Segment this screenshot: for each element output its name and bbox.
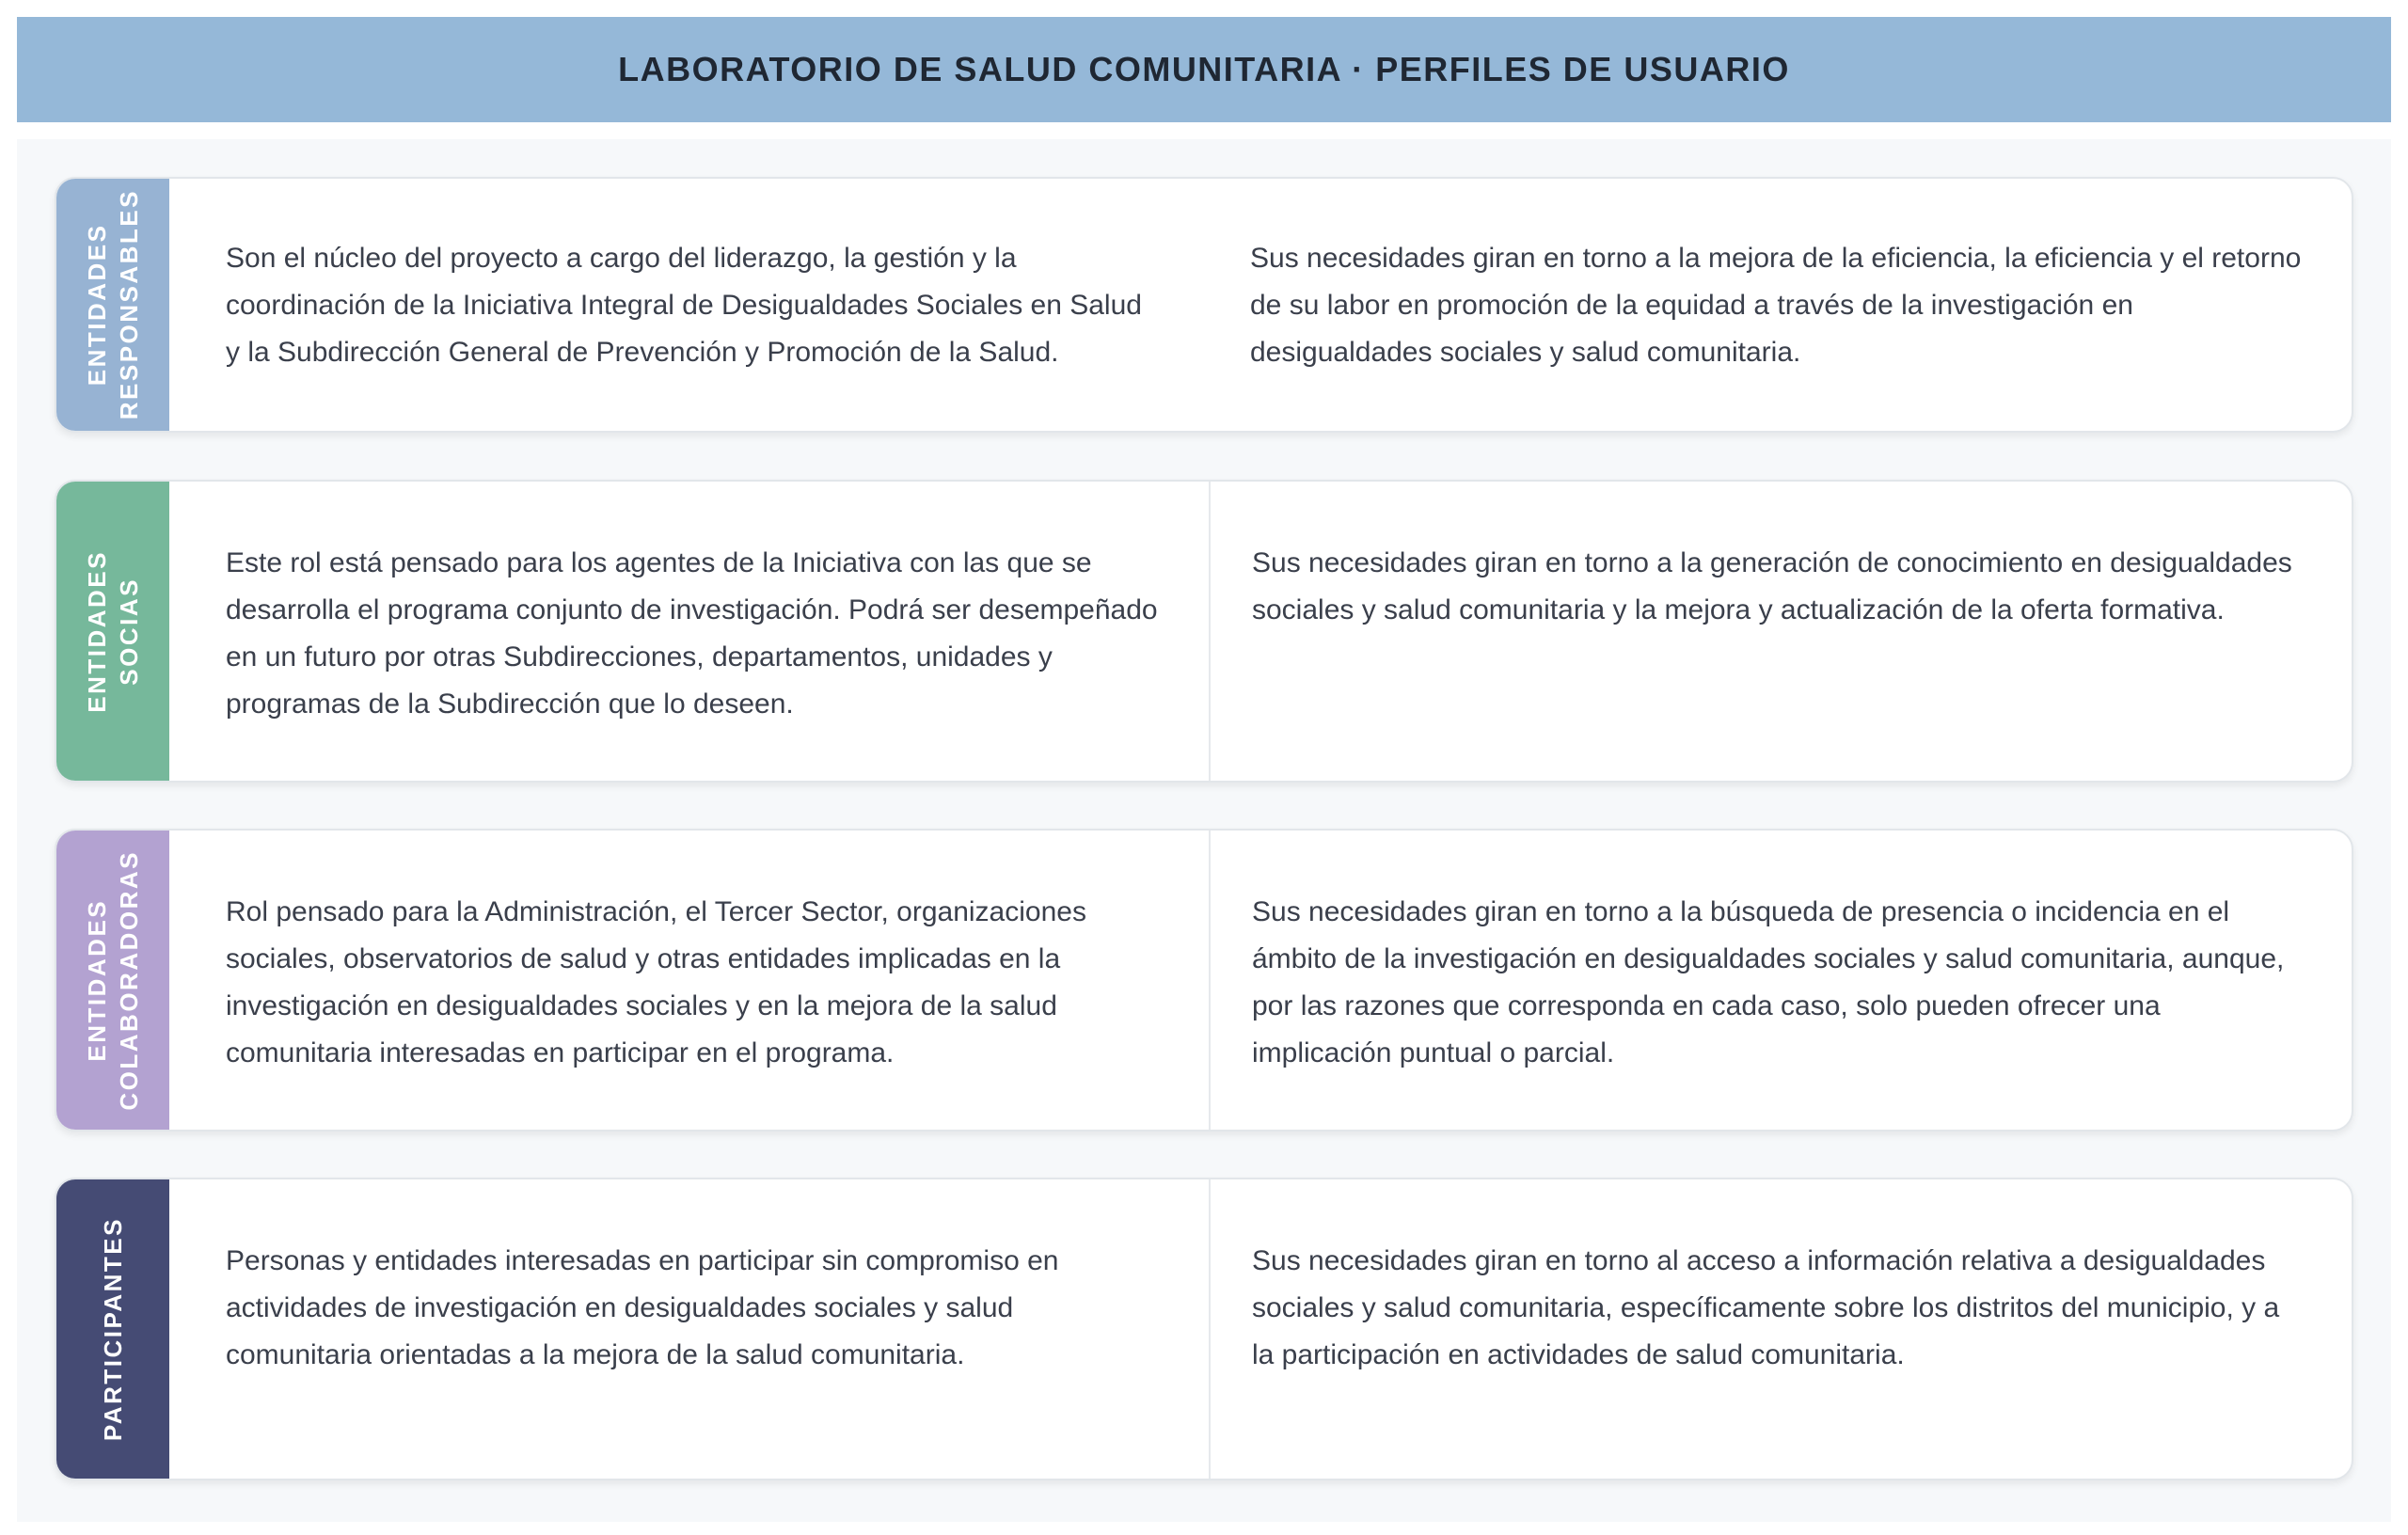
profile-needs: Sus necesidades giran en torno a la búsqueda de presencia o incidencia en el ámbito de la investigación en desigualdades sociales y salud comunitaria, aunque, por las razones que corresponda en cada caso, solo pueden ofrecer una implicación puntual o parcial. [1252, 896, 2285, 1068]
profile-label-band [56, 482, 169, 781]
profile-label: ENTIDADES COLABORADORAS [83, 849, 143, 1111]
profile-description: Este rol está pensado para los agentes de la Iniciativa con las que se desarrolla el programa conjunto de investigación. Podrá ser desempeñado en un futuro por otras Subdirecciones, departamentos, unidades y programas de la Subdirección que lo deseen. [226, 547, 1158, 720]
profile-needs-cell [1209, 1179, 2352, 1479]
profile-label-band [56, 179, 169, 431]
profile-card-entidades-colaboradoras [55, 829, 2353, 1131]
profile-description-cell [169, 482, 1209, 781]
profile-label: PARTICIPANTES [99, 1216, 127, 1442]
profile-label-band [56, 831, 169, 1130]
profile-card-entidades-responsables [55, 177, 2353, 433]
profile-description: Rol pensado para la Administración, el Tercer Sector, organizaciones sociales, observatorios de salud y otras entidades implicadas en la investigación en desigualdades sociales y en la mejora de la salud comunitaria interesadas en participar en el programa. [226, 896, 1086, 1068]
profile-needs-cell [1209, 482, 2352, 781]
profile-description-cell [169, 1179, 1209, 1479]
profile-description-cell [169, 179, 1209, 431]
profiles-panel [17, 139, 2391, 1522]
profile-description: Personas y entidades interesadas en participar sin compromiso en actividades de investigación en desigualdades sociales y salud comunitaria orientadas a la mejora de la salud comunitaria. [226, 1245, 1059, 1370]
profile-needs-cell [1209, 831, 2352, 1130]
profile-card-entidades-socias [55, 480, 2353, 783]
profile-needs: Sus necesidades giran en torno a la mejora de la eficiencia, la eficiencia y el retorno de su labor en promoción de la equidad a través de la investigación en desigualdades sociales y salud comunitaria. [1250, 243, 2302, 368]
profile-needs-cell [1209, 179, 2352, 431]
profile-label: ENTIDADES RESPONSABLES [83, 189, 143, 420]
profile-description-cell [169, 831, 1209, 1130]
profile-card-participantes [55, 1178, 2353, 1480]
profile-description: Son el núcleo del proyecto a cargo del liderazgo, la gestión y la coordinación de la Iniciativa Integral de Desigualdades Sociales en Salud y la Subdirección General de Prevención y Promoción de la Salud. [226, 243, 1142, 368]
profile-needs: Sus necesidades giran en torno a la generación de conocimiento en desigualdades sociales y salud comunitaria y la mejora y actualización de la oferta formativa. [1252, 547, 2292, 625]
profile-needs: Sus necesidades giran en torno al acceso a información relativa a desigualdades sociales y salud comunitaria, específicamente sobre los distritos del municipio, y a la participación en actividades de salud comunitaria. [1252, 1245, 2280, 1370]
profile-label: ENTIDADES SOCIAS [83, 549, 143, 713]
title-banner [17, 17, 2391, 122]
page-title: LABORATORIO DE SALUD COMUNITARIA · PERFILES DE USUARIO [618, 50, 1790, 88]
profile-label-band [56, 1179, 169, 1479]
